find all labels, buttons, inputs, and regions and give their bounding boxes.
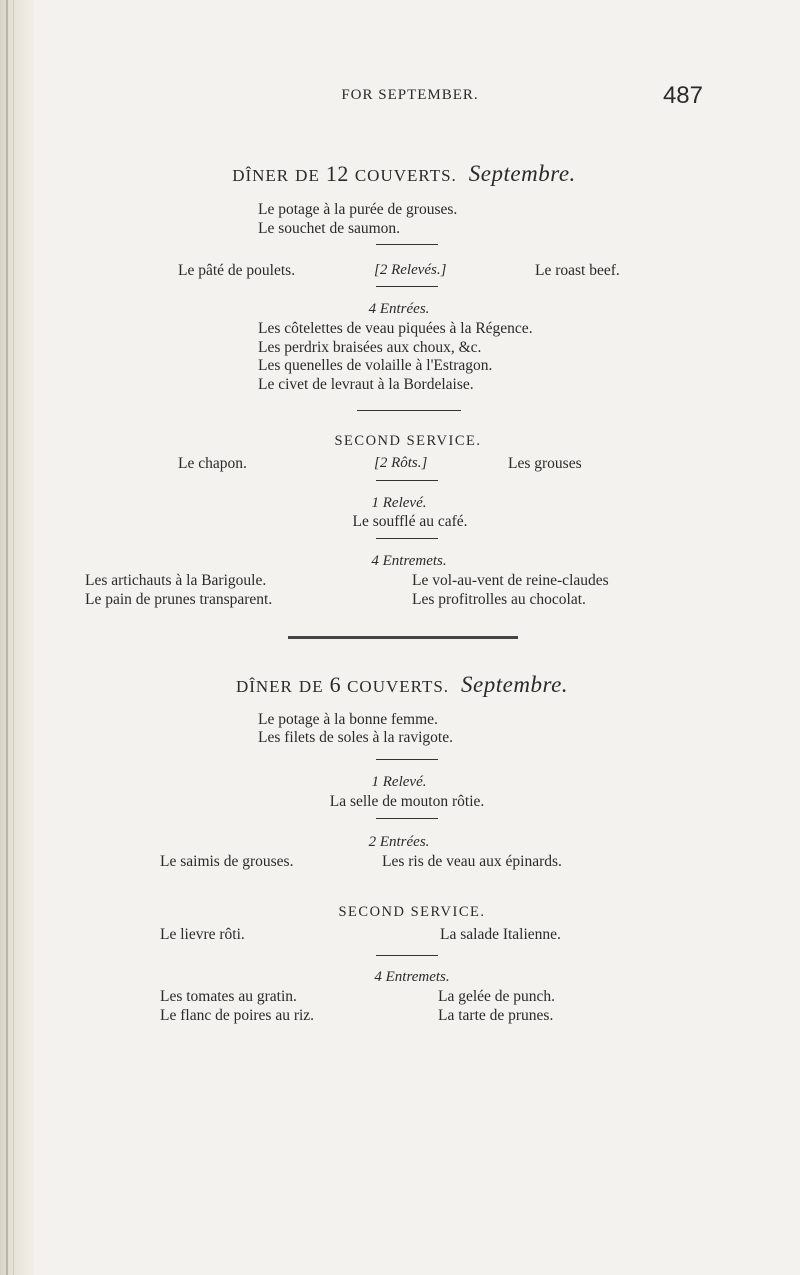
releves-label-text: [2 Relevés.]: [374, 262, 447, 278]
entree-item: Les côtelettes de veau piquées à la Régence.: [258, 320, 533, 337]
releve-label: [372, 496, 427, 511]
title-de: DE: [298, 677, 324, 696]
rot-right: Les grouses: [508, 455, 582, 472]
section-separator: [288, 636, 518, 639]
releve-item: La selle de mouton rôtie.: [329, 793, 485, 810]
title-month: Septembre.: [468, 161, 576, 186]
rots-label-text: [2 Rôts.]: [374, 455, 428, 471]
title-number: 12: [325, 161, 349, 186]
page-number: 487: [662, 82, 703, 109]
divider: [376, 818, 438, 819]
title-couverts: COUVERTS.: [354, 166, 457, 185]
entremet-left: Le flanc de poires au riz.: [160, 1007, 315, 1024]
divider: [376, 480, 438, 481]
title-month: Septembre.: [461, 672, 569, 697]
entrees-label-text: 4 Entrées.: [368, 301, 430, 317]
entremet-right: La tarte de prunes.: [438, 1007, 554, 1024]
divider: [376, 538, 438, 539]
entremet-right: Les profitrolles au chocolat.: [412, 591, 586, 608]
releve-label-text: 1 Relevé.: [371, 495, 427, 511]
releve-left: Le pâté de poulets.: [178, 262, 296, 279]
entree-left: Le saimis de grouses.: [160, 853, 294, 870]
divider: [376, 955, 438, 956]
divider: [376, 286, 438, 287]
entremet-right: Le vol-au-vent de reine-claudes: [412, 572, 609, 589]
entrees-label-text: 2 Entrées.: [368, 834, 430, 850]
divider: [357, 410, 461, 411]
divider: [376, 759, 438, 760]
title-number: 6: [329, 672, 342, 697]
second-service-heading: SECOND SERVICE.: [334, 433, 482, 449]
releve-item: Le soufflé au café.: [352, 513, 468, 530]
rot-right: La salade Italienne.: [440, 926, 561, 943]
soup-line: Le potage à la purée de grouses.: [258, 201, 458, 218]
title-couverts: COUVERTS.: [347, 677, 450, 696]
soup-line: Le potage à la bonne femme.: [258, 711, 438, 728]
entremets-label: [371, 554, 446, 569]
entremet-right: La gelée de punch.: [438, 988, 556, 1005]
book-spine-shadow: [0, 0, 34, 1275]
entremet-left: Le pain de prunes transparent.: [85, 591, 273, 608]
entremets-label: [374, 970, 449, 985]
entree-item: Les perdrix braisées aux choux, &c.: [258, 339, 482, 356]
entremets-label-text: 4 Entremets.: [374, 969, 450, 985]
menu2-title: [236, 673, 568, 696]
rots-label: [374, 456, 427, 471]
soup-line: Les filets de soles à la ravigote.: [258, 729, 453, 746]
entree-item: Les quenelles de volaille à l'Estragon.: [258, 357, 493, 374]
title-diner: DÎNER: [232, 166, 290, 185]
entree-right: Les ris de veau aux épinards.: [382, 853, 562, 870]
entremet-left: Les tomates au gratin.: [160, 988, 297, 1005]
rot-left: Le lievre rôti.: [160, 926, 245, 943]
title-diner: DÎNER: [235, 677, 293, 696]
entrees-label: [369, 302, 430, 317]
rot-left: Le chapon.: [178, 455, 247, 472]
second-service-heading: SECOND SERVICE.: [338, 904, 486, 920]
spine-line: [6, 0, 8, 1275]
releve-right: Le roast beef.: [535, 262, 620, 279]
menu1-title: [232, 162, 576, 185]
divider: [376, 244, 438, 245]
entremets-label-text: 4 Entremets.: [371, 553, 447, 569]
releve-label: [372, 775, 427, 790]
entremet-left: Les artichauts à la Barigoule.: [85, 572, 267, 589]
releves-label: [374, 263, 446, 278]
soup-line: Le souchet de saumon.: [258, 220, 401, 237]
releve-label-text: 1 Relevé.: [371, 774, 427, 790]
entree-item: Le civet de levraut à la Bordelaise.: [258, 376, 474, 393]
spine-line: [13, 0, 14, 1275]
title-de: DE: [295, 166, 320, 185]
running-title: FOR SEPTEMBER.: [341, 87, 479, 103]
entrees-label: [369, 835, 430, 850]
